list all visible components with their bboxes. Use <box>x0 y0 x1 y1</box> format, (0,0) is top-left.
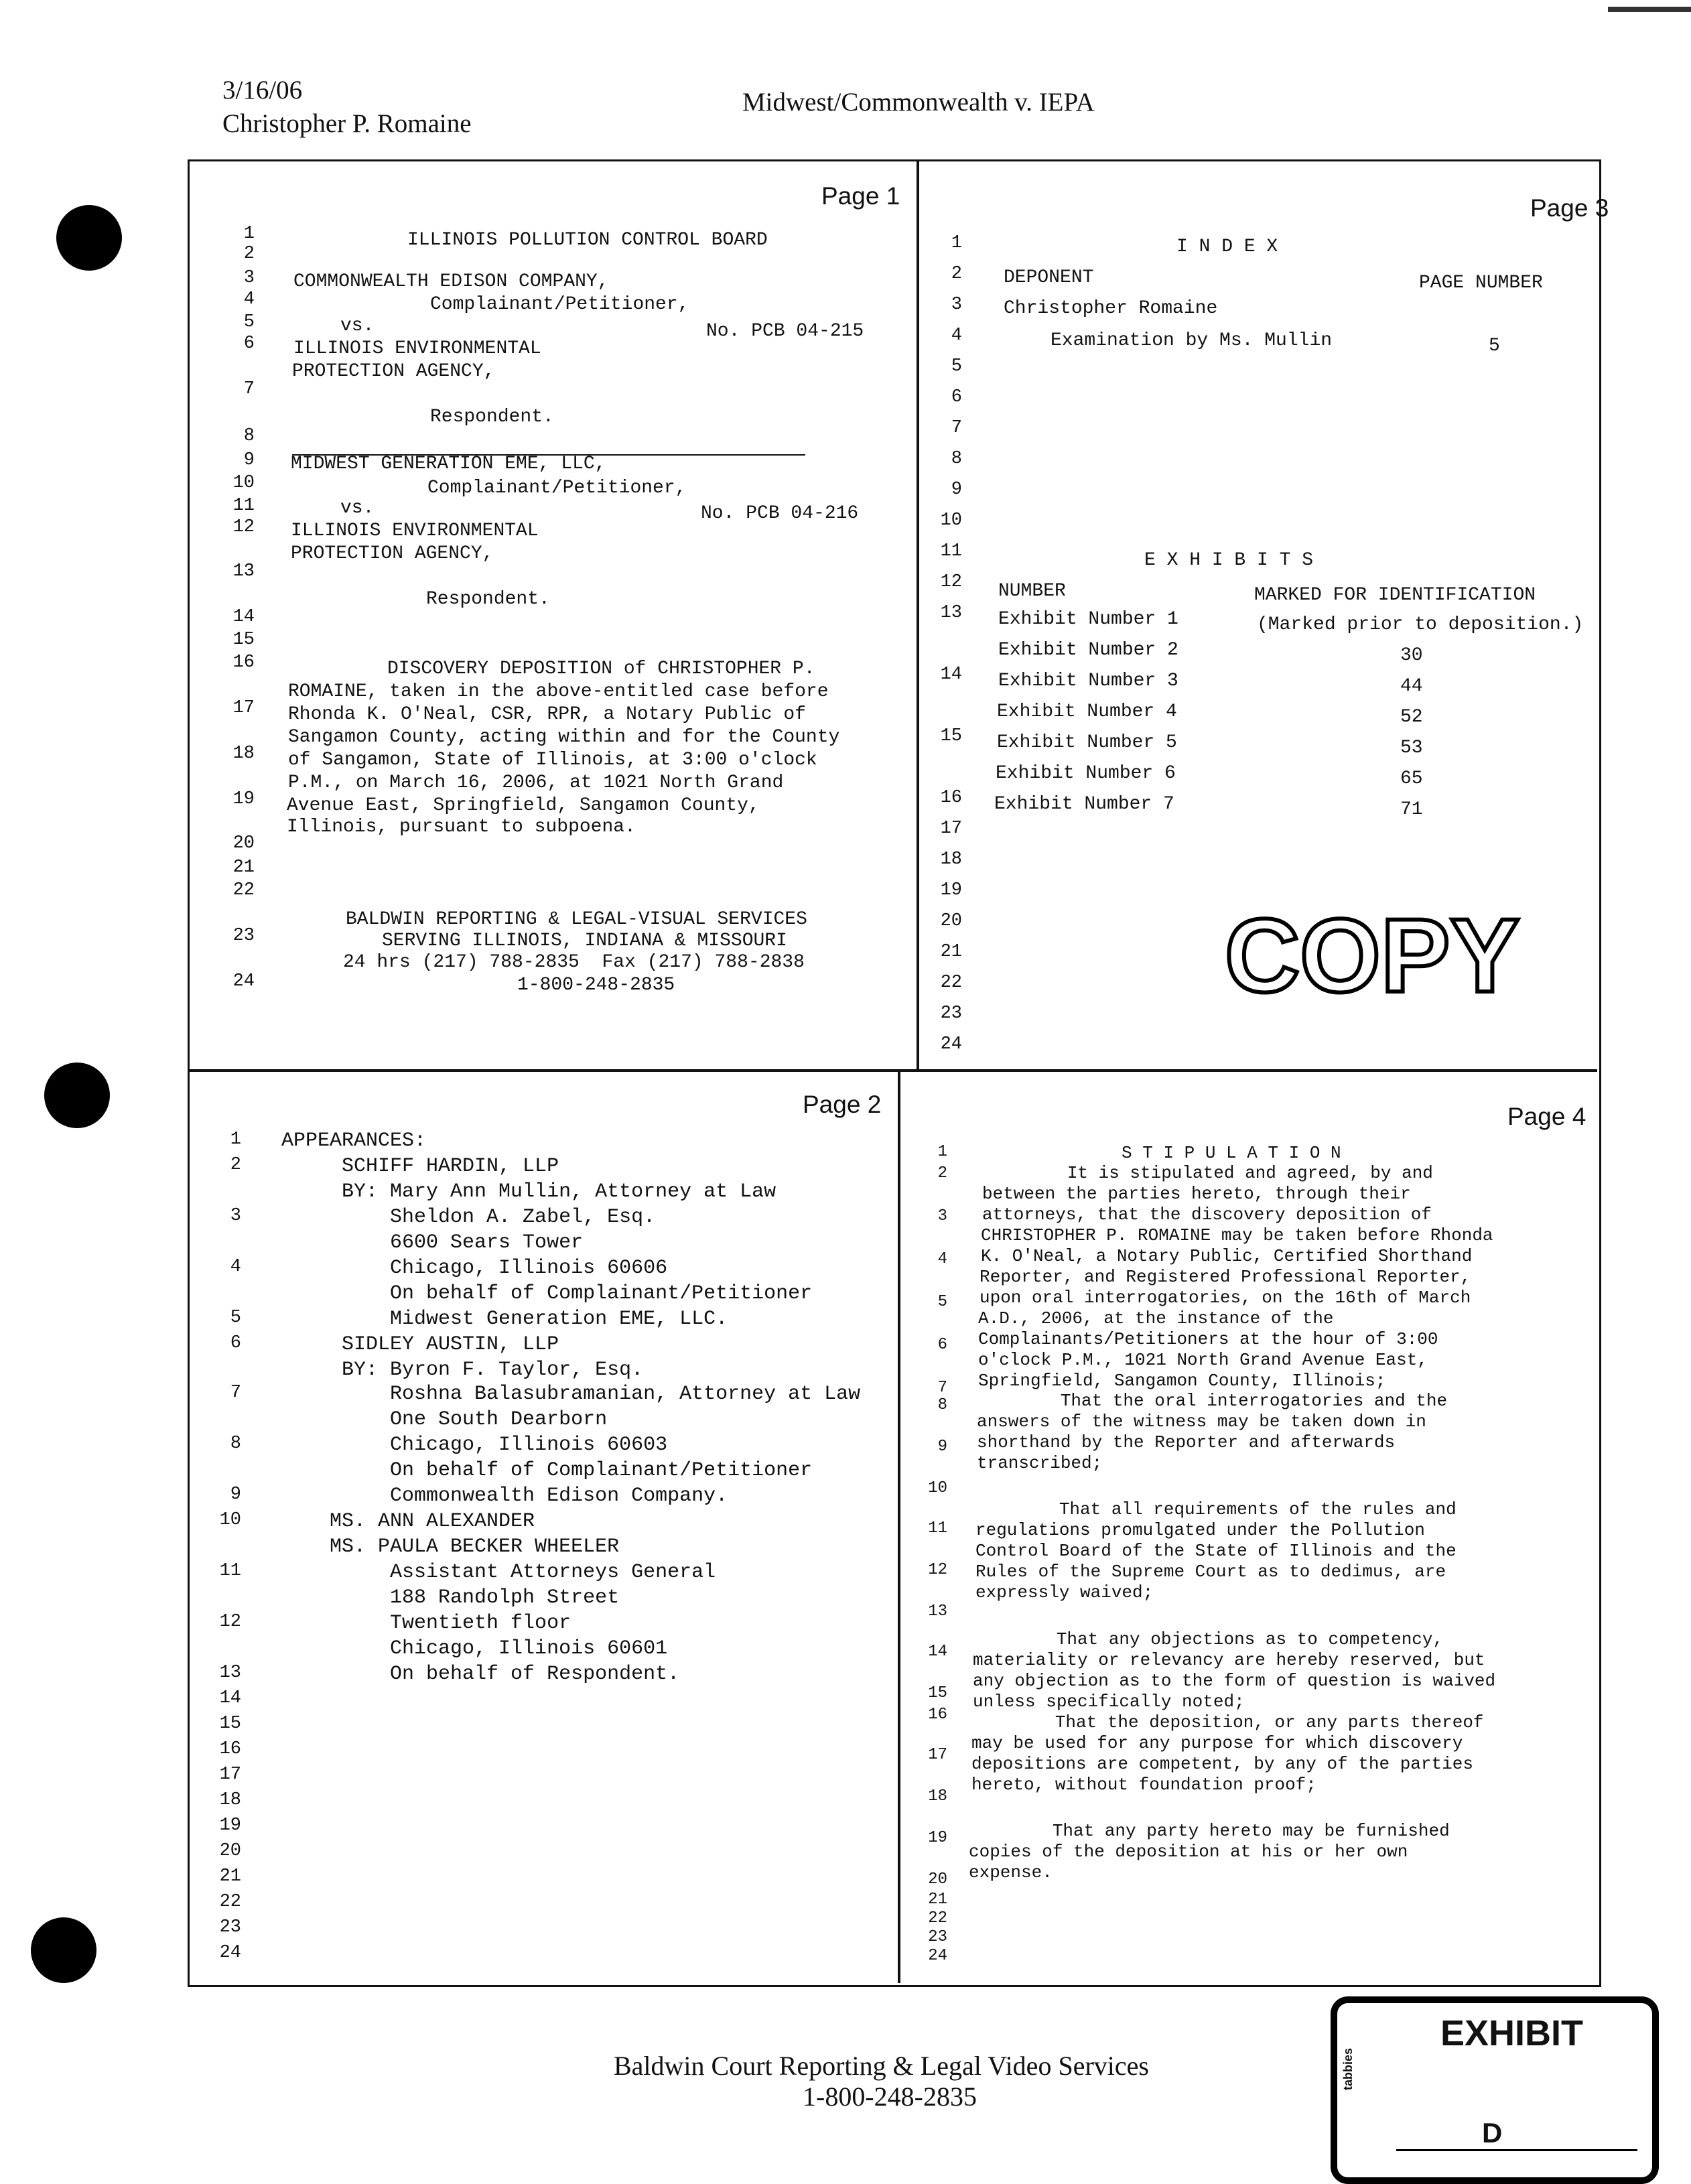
marked-label: MARKED FOR IDENTIFICATION <box>1254 585 1536 606</box>
text-line: Complainants/Petitioners at the hour of 3:00 <box>978 1329 1438 1349</box>
text-line: Rules of the Supreme Court as to dedimus, are <box>975 1562 1446 1582</box>
line-number: 4 <box>230 1257 241 1277</box>
center-divider-bottom <box>898 1071 900 1983</box>
exhibit-page: 53 <box>1400 738 1423 758</box>
line-number: 1 <box>230 1130 241 1150</box>
text-line: Chicago, Illinois 60603 <box>281 1434 668 1456</box>
line-number: 8 <box>951 449 962 469</box>
line-number: 6 <box>937 1336 947 1354</box>
line-number: 17 <box>928 1746 947 1764</box>
line-number: 15 <box>219 1714 241 1734</box>
footer-phone: 1-800-248-2835 <box>803 2081 977 2112</box>
versus-label: vs. <box>340 498 375 519</box>
text-line: On behalf of Respondent. <box>281 1663 680 1686</box>
text-line: That all requirements of the rules and <box>975 1499 1457 1519</box>
text-line: BY: Mary Ann Mullin, Attorney at Law <box>281 1180 776 1203</box>
company-midwest: MIDWEST GENERATION EME, LLC, <box>291 454 606 474</box>
line-number: 15 <box>940 726 962 746</box>
text-line: unless specifically noted; <box>973 1692 1245 1712</box>
text-line: Rhonda K. O'Neal, CSR, RPR, a Notary Public of <box>288 704 806 725</box>
line-number: 18 <box>940 849 962 870</box>
text-line: Roshna Balasubramanian, Attorney at Law <box>281 1383 861 1406</box>
text-line: Springfield, Sangamon County, Illinois; <box>978 1371 1386 1391</box>
line-number: 10 <box>232 473 255 493</box>
text-line: any objection as to the form of question is waived <box>973 1671 1496 1691</box>
line-number: 19 <box>232 789 255 809</box>
line-number: 23 <box>219 1917 241 1937</box>
text-line: hereto, without foundation proof; <box>971 1775 1316 1795</box>
line-number: 8 <box>243 426 255 446</box>
line-number: 3 <box>243 268 255 288</box>
text-line: Control Board of the State of Illinois and the <box>975 1541 1457 1561</box>
corner-mark <box>1608 7 1691 12</box>
exhibit-brand: tabbies <box>1341 2047 1355 2090</box>
text-line: of Sangamon, State of Illinois, at 3:00 o'clock <box>288 750 817 770</box>
page-number-label: PAGE NUMBER <box>1419 273 1543 293</box>
exhibits-title: E X H I B I T S <box>1144 550 1314 571</box>
line-number: 1 <box>937 1143 947 1161</box>
middle-divider <box>189 1069 1597 1072</box>
text-line: That any objections as to competency, <box>973 1629 1444 1649</box>
header-date: 3/16/06 <box>222 76 303 105</box>
text-line: SERVING ILLINOIS, INDIANA & MISSOURI <box>382 931 787 951</box>
line-number: 14 <box>232 607 255 627</box>
line-number: 16 <box>940 788 962 808</box>
line-number: 9 <box>230 1485 241 1505</box>
text-line: On behalf of Complainant/Petitioner <box>281 1282 813 1305</box>
line-number: 3 <box>937 1207 947 1225</box>
examination-page: 5 <box>1489 336 1500 356</box>
text-line: copies of the deposition at his or her own <box>969 1842 1408 1862</box>
text-line: Chicago, Illinois 60601 <box>281 1637 668 1660</box>
line-number: 6 <box>230 1333 241 1353</box>
complainant-label: Complainant/Petitioner, <box>427 478 687 498</box>
line-number: 10 <box>940 510 962 531</box>
line-number: 9 <box>937 1438 947 1456</box>
line-number: 16 <box>219 1739 241 1759</box>
page4-label: Page 4 <box>1507 1103 1586 1130</box>
text-line: Avenue East, Springfield, Sangamon County, <box>287 795 760 816</box>
line-number: 6 <box>951 387 962 407</box>
exhibit-page: 71 <box>1400 799 1423 820</box>
line-number: 2 <box>243 244 255 264</box>
punch-hole-top <box>56 205 122 271</box>
exhibit-name: Exhibit Number 3 <box>998 671 1178 691</box>
text-line: attorneys, that the discovery deposition of <box>982 1205 1432 1225</box>
text-line: That the oral interrogatories and the <box>977 1391 1448 1411</box>
line-number: 5 <box>243 312 255 332</box>
text-line: ROMAINE, taken in the above-entitled case before <box>288 681 829 702</box>
line-number: 17 <box>940 819 962 839</box>
text-line: Reporter, and Registered Professional Reporter, <box>979 1267 1471 1287</box>
exhibit-sticker <box>1331 1996 1659 2184</box>
line-number: 11 <box>928 1519 947 1538</box>
line-number: 23 <box>940 1004 962 1024</box>
line-number: 19 <box>219 1816 241 1836</box>
exhibit-page: 52 <box>1400 707 1423 728</box>
agency-name: PROTECTION AGENCY, <box>291 543 494 564</box>
text-line: One South Dearborn <box>281 1408 608 1431</box>
text-line: A.D., 2006, at the instance of the <box>978 1308 1334 1328</box>
exhibit-page: 65 <box>1400 768 1423 789</box>
line-number: 4 <box>243 289 255 310</box>
line-number: 5 <box>951 356 962 377</box>
line-number: 24 <box>940 1034 962 1054</box>
text-line: MS. PAULA BECKER WHEELER <box>281 1535 620 1558</box>
line-number: 24 <box>219 1943 241 1963</box>
exhibit-name: Exhibit Number 6 <box>996 763 1176 784</box>
agency-name: PROTECTION AGENCY, <box>292 361 495 382</box>
exhibit-page: 44 <box>1400 676 1423 697</box>
line-number: 9 <box>951 480 962 500</box>
exhibit-letter-line <box>1396 2149 1637 2151</box>
exhibit-title: EXHIBIT <box>1440 2013 1584 2053</box>
text-line: That any party hereto may be furnished <box>969 1821 1450 1841</box>
line-number: 10 <box>219 1510 241 1530</box>
line-number: 13 <box>232 561 255 582</box>
stipulation-title: S T I P U L A T I O N <box>1122 1143 1341 1163</box>
text-line: Illinois, pursuant to subpoena. <box>287 817 636 837</box>
text-line: Twentieth floor <box>281 1612 571 1635</box>
text-line: transcribed; <box>977 1453 1103 1473</box>
line-number: 7 <box>230 1383 241 1403</box>
line-number: 18 <box>232 744 255 764</box>
line-number: 17 <box>232 698 255 718</box>
line-number: 14 <box>219 1688 241 1708</box>
punch-hole-bottom <box>31 1917 96 1983</box>
line-number: 2 <box>230 1155 241 1175</box>
copy-stamp-text: COPY <box>1225 898 1519 1012</box>
exhibit-name: Exhibit Number 7 <box>994 794 1174 815</box>
text-line: Assistant Attorneys General <box>281 1561 716 1584</box>
line-number: 14 <box>928 1643 947 1661</box>
text-line: K. O'Neal, a Notary Public, Certified Shorthand <box>981 1246 1473 1266</box>
text-line: may be used for any purpose for which discovery <box>971 1733 1463 1753</box>
text-line: DISCOVERY DEPOSITION of CHRISTOPHER P. <box>387 659 815 679</box>
line-number: 22 <box>232 880 255 900</box>
line-number: 7 <box>937 1379 947 1397</box>
line-number: 7 <box>243 379 255 399</box>
text-line: On behalf of Complainant/Petitioner <box>281 1459 813 1482</box>
line-number: 13 <box>940 603 962 623</box>
text-line: Midwest Generation EME, LLC. <box>281 1308 728 1330</box>
header-witness: Christopher P. Romaine <box>222 109 472 138</box>
copy-stamp <box>1219 898 1528 1012</box>
line-number: 20 <box>940 911 962 931</box>
line-number: 21 <box>940 942 962 962</box>
text-line: Commonwealth Edison Company. <box>281 1485 728 1507</box>
line-number: 8 <box>937 1396 947 1414</box>
line-number: 16 <box>232 653 255 673</box>
exhibit-page: 30 <box>1400 645 1423 666</box>
text-line: BALDWIN REPORTING & LEGAL-VISUAL SERVICES <box>346 909 807 930</box>
line-number: 5 <box>937 1293 947 1311</box>
line-number: 6 <box>243 334 255 354</box>
line-number: 21 <box>219 1866 241 1887</box>
text-line: 188 Randolph Street <box>281 1586 620 1609</box>
exhibit-name: Exhibit Number 4 <box>997 701 1177 722</box>
line-number: 7 <box>951 418 962 438</box>
line-number: 10 <box>928 1479 947 1497</box>
company-commonwealth: COMMONWEALTH EDISON COMPANY, <box>293 271 609 292</box>
respondent-label: Respondent. <box>430 407 554 427</box>
exhibit-name: Exhibit Number 5 <box>997 732 1177 753</box>
line-number: 1 <box>243 224 255 244</box>
line-number: 22 <box>928 1909 947 1927</box>
line-number: 11 <box>940 541 962 561</box>
text-line: That the deposition, or any parts thereof <box>971 1712 1484 1732</box>
footer-company: Baldwin Court Reporting & Legal Video Services <box>614 2051 1149 2081</box>
line-number: 22 <box>219 1892 241 1912</box>
case-number: No. PCB 04-216 <box>701 503 859 524</box>
board-name: ILLINOIS POLLUTION CONTROL BOARD <box>407 230 768 251</box>
line-number: 12 <box>940 572 962 592</box>
text-line: depositions are competent, by any of the parties <box>971 1754 1473 1774</box>
line-number: 21 <box>928 1891 947 1909</box>
line-number: 2 <box>951 264 962 284</box>
line-number: 5 <box>230 1308 241 1328</box>
page3-label: Page 3 <box>1530 194 1609 222</box>
text-line: APPEARANCES: <box>281 1130 427 1152</box>
line-number: 15 <box>232 630 255 650</box>
line-number: 23 <box>928 1928 947 1946</box>
page2-label: Page 2 <box>803 1091 882 1118</box>
case-number: No. PCB 04-215 <box>706 321 864 342</box>
deponent-label: DEPONENT <box>1004 267 1094 288</box>
line-number: 8 <box>230 1434 241 1454</box>
line-number: 12 <box>928 1561 947 1579</box>
text-line: 6600 Sears Tower <box>281 1231 584 1254</box>
line-number: 20 <box>219 1841 241 1861</box>
text-line: o'clock P.M., 1021 North Grand Avenue East, <box>978 1350 1428 1370</box>
text-line: answers of the witness may be taken down in <box>977 1412 1426 1432</box>
text-line: MS. ANN ALEXANDER <box>281 1510 535 1533</box>
text-line: It is stipulated and agreed, by and <box>984 1163 1433 1183</box>
text-line: SIDLEY AUSTIN, LLP <box>281 1333 559 1356</box>
line-number: 20 <box>232 833 255 854</box>
examination-line: Examination by Ms. Mullin <box>1051 330 1333 351</box>
text-line: 24 hrs (217) 788-2835 Fax (217) 788-2838 <box>343 952 805 973</box>
text-line: Chicago, Illinois 60606 <box>281 1257 668 1280</box>
line-number: 21 <box>232 858 255 878</box>
deponent-name: Christopher Romaine <box>1004 298 1218 319</box>
line-number: 13 <box>928 1602 947 1621</box>
line-number: 11 <box>232 496 255 516</box>
punch-hole-middle <box>44 1063 110 1128</box>
respondent-label: Respondent. <box>426 589 550 610</box>
index-title: I N D E X <box>1176 236 1278 257</box>
exhibit-letter: D <box>1482 2117 1503 2148</box>
text-line: expressly waived; <box>975 1582 1154 1602</box>
page1-label: Page 1 <box>821 182 900 210</box>
exhibit-page: (Marked prior to deposition.) <box>1257 614 1584 635</box>
line-number: 2 <box>937 1164 947 1182</box>
text-line: shorthand by the Reporter and afterwards <box>977 1432 1396 1452</box>
versus-label: vs. <box>340 316 375 336</box>
center-divider-top <box>917 161 919 1072</box>
line-number: 19 <box>928 1829 947 1847</box>
exhibit-name: Exhibit Number 1 <box>998 609 1178 630</box>
line-number: 4 <box>951 326 962 346</box>
text-line: 1-800-248-2835 <box>517 975 675 996</box>
line-number: 16 <box>928 1706 947 1724</box>
text-line: between the parties hereto, through their <box>982 1184 1411 1204</box>
line-number: 4 <box>937 1250 947 1268</box>
number-label: NUMBER <box>998 581 1066 602</box>
line-number: 9 <box>243 450 255 470</box>
line-number: 20 <box>928 1870 947 1889</box>
line-number: 3 <box>951 295 962 315</box>
text-line: materiality or relevancy are hereby reserved, but <box>973 1650 1485 1670</box>
text-line: SCHIFF HARDIN, LLP <box>281 1155 559 1178</box>
line-number: 12 <box>219 1612 241 1632</box>
line-number: 13 <box>219 1663 241 1683</box>
line-number: 24 <box>928 1947 947 1965</box>
exhibit-name: Exhibit Number 2 <box>998 640 1178 661</box>
line-number: 18 <box>928 1787 947 1805</box>
text-line: upon oral interrogatories, on the 16th of March <box>979 1288 1471 1308</box>
line-number: 22 <box>940 973 962 993</box>
text-line: CHRISTOPHER P. ROMAINE may be taken before Rhonda <box>981 1225 1493 1245</box>
text-line: P.M., on March 16, 2006, at 1021 North Grand <box>288 772 784 793</box>
text-line: regulations promulgated under the Pollution <box>975 1520 1425 1540</box>
agency-name: ILLINOIS ENVIRONMENTAL <box>293 338 541 359</box>
text-line: BY: Byron F. Taylor, Esq. <box>281 1359 644 1381</box>
text-line: Sangamon County, acting within and for the County <box>288 727 840 748</box>
line-number: 23 <box>232 926 255 946</box>
line-number: 3 <box>230 1206 241 1226</box>
line-number: 1 <box>951 233 962 253</box>
line-number: 17 <box>219 1765 241 1785</box>
complainant-label: Complainant/Petitioner, <box>430 294 689 315</box>
line-number: 24 <box>232 971 255 992</box>
header-case: Midwest/Commonwealth v. IEPA <box>742 88 1095 117</box>
agency-name: ILLINOIS ENVIRONMENTAL <box>291 521 539 541</box>
line-number: 14 <box>940 665 962 685</box>
line-number: 11 <box>219 1561 241 1581</box>
text-line: Sheldon A. Zabel, Esq. <box>281 1206 656 1229</box>
line-number: 19 <box>940 880 962 900</box>
line-number: 15 <box>928 1684 947 1702</box>
line-number: 12 <box>232 517 255 537</box>
text-line: expense. <box>969 1862 1053 1883</box>
line-number: 18 <box>219 1790 241 1810</box>
